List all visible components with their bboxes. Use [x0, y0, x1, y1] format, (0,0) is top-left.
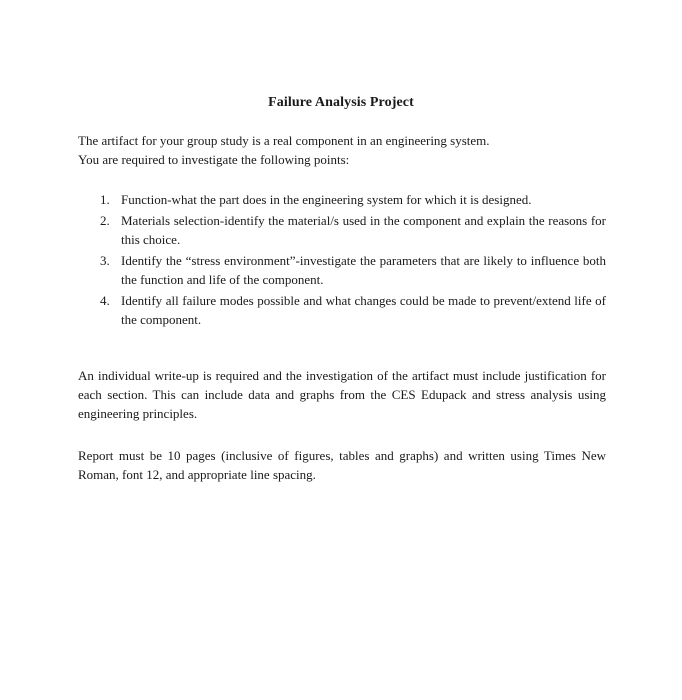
- points-list: [100, 190, 606, 331]
- list-item-number: 4.: [100, 292, 110, 308]
- list-item-text: Identify all failure modes possible and what changes could be made to prevent/extend life of the component.: [121, 292, 606, 328]
- write-up-paragraph: [78, 366, 606, 423]
- report-requirements-text: Report must be 10 pages (inclusive of figures, tables and graphs) and written using Times New Roman, font 12, and appropriate line spacing.: [78, 448, 606, 482]
- list-item: [100, 291, 606, 330]
- intro-paragraph: [78, 131, 606, 169]
- list-item: [100, 251, 606, 290]
- list-item-number: 3.: [100, 252, 110, 268]
- report-requirements-paragraph: [78, 446, 606, 484]
- intro-line-2: You are required to investigate the following points:: [78, 152, 350, 167]
- list-item-text: Materials selection-identify the material/s used in the component and explain the reasons for this choice.: [121, 212, 606, 248]
- write-up-text: An individual write-up is required and the investigation of the artifact must include justification for each section. This can include data and graphs from the CES Edupack and stress analysis using engineering principles.: [78, 368, 606, 421]
- intro-line-1: The artifact for your group study is a real component in an engineering system.: [78, 133, 490, 148]
- list-item-number: 1.: [100, 192, 110, 207]
- list-item-text: Function-what the part does in the engineering system for which it is designed.: [121, 192, 532, 207]
- document-title: Failure Analysis Project: [268, 95, 414, 110]
- list-item-number: 2.: [100, 212, 110, 228]
- list-item: [100, 211, 606, 250]
- list-item: [100, 190, 606, 209]
- list-item-text: Identify the “stress environment”-investigate the parameters that are likely to influence both the function and life of the component.: [121, 252, 606, 288]
